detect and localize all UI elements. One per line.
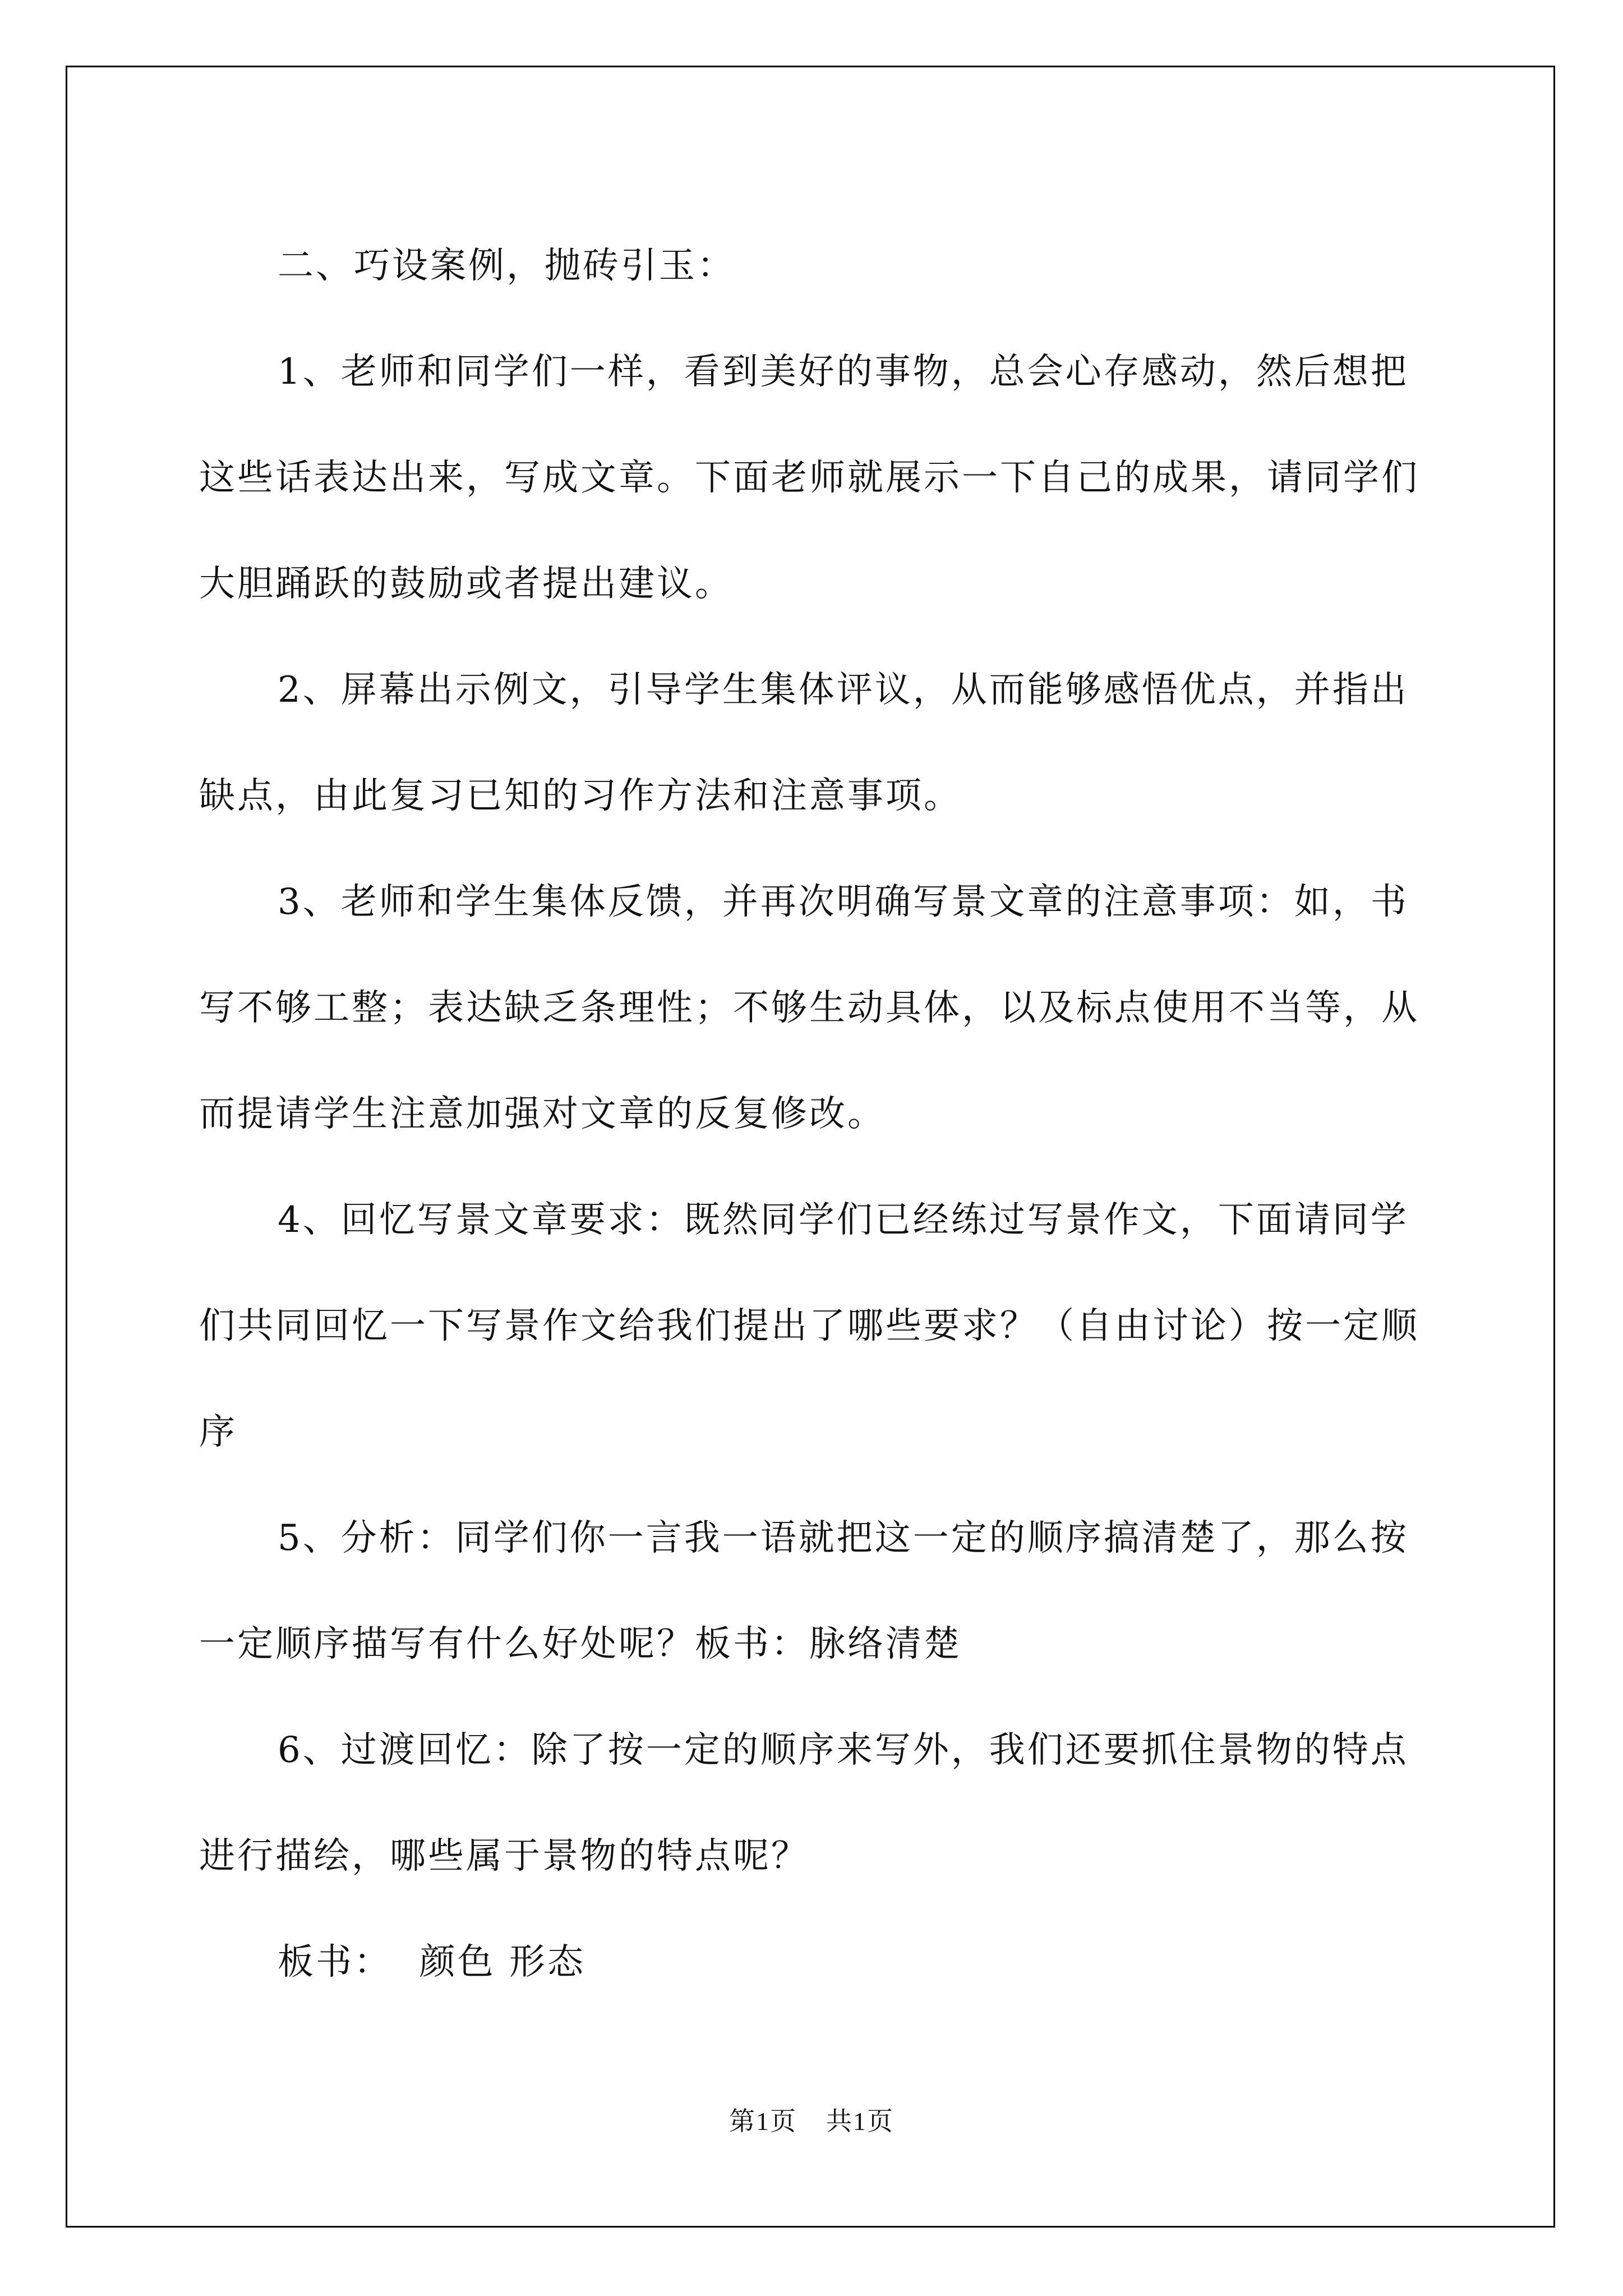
page-number: 第1页 (729, 2107, 797, 2136)
paragraph-step-6: 6、过渡回忆：除了按一定的顺序来写外，我们还要抓住景物的特点进行描绘，哪些属于景物的特点呢？ (199, 1729, 1409, 1877)
paragraph-step-2: 2、屏幕出示例文，引导学生集体评议，从而能够感悟优点，并指出缺点，由此复习已知的习作方法和注意事项。 (199, 669, 1409, 817)
paragraph-board-notes: 板书： 颜色 形态 (278, 1941, 586, 1983)
paragraph-step-1: 1、老师和同学们一样，看到美好的事物，总会心存感动，然后想把这些话表达出来，写成文章。下面老师就展示一下自己的成果，请同学们大胆踊跃的鼓励或者提出建议。 (199, 351, 1419, 605)
paragraph-step-4: 4、回忆写景文章要求：既然同学们已经练过写景作文，下面请同学们共同回忆一下写景作文给我们提出了哪些要求？（自由讨论）按一定顺序 (199, 1199, 1419, 1453)
page-footer (0, 2101, 1623, 2138)
paragraph-section-heading: 二、巧设案例，抛砖引玉： (278, 245, 735, 287)
document-body (199, 213, 1425, 2016)
paragraph-step-5: 5、分析：同学们你一言我一语就把这一定的顺序搞清楚了，那么按一定顺序描写有什么好处呢？板书：脉络清楚 (199, 1517, 1409, 1665)
page-total: 共1页 (826, 2107, 894, 2136)
paragraph-step-3: 3、老师和学生集体反馈，并再次明确写景文章的注意事项：如，书写不够工整；表达缺乏条理性；不够生动具体，以及标点使用不当等，从而提请学生注意加强对文章的反复修改。 (199, 881, 1419, 1135)
